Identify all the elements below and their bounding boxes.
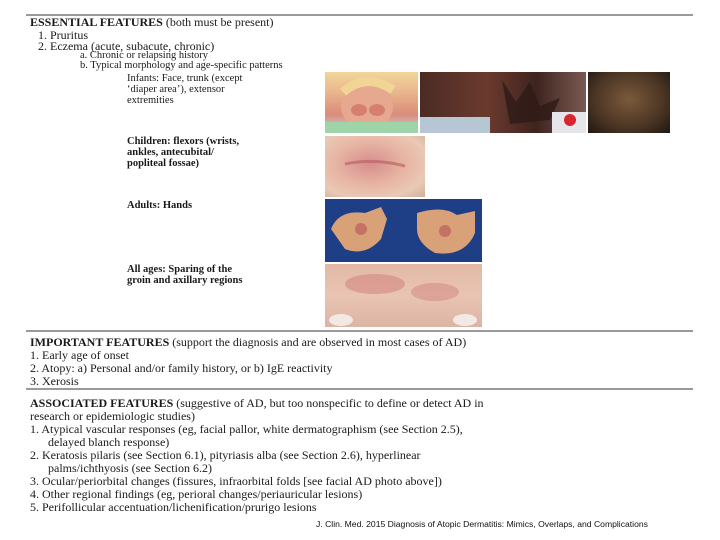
associated-heading <box>30 397 484 409</box>
associated-item-1b: delayed blanch response) <box>48 435 170 449</box>
allages-label-1: All ages: Sparing of the <box>127 264 232 275</box>
essential-item-pruritus: 1. Pruritus <box>38 28 89 42</box>
infant-face-photo <box>325 72 418 133</box>
infants-label-1: Infants: Face, trunk (except <box>127 73 243 84</box>
section-divider-2 <box>26 388 693 390</box>
important-item-3: 3. Xerosis <box>30 374 79 388</box>
essential-item-2b: b. Typical morphology and age-specific patterns <box>80 60 283 71</box>
associated-item-5: 5. Perifollicular accentuation/lichenification/prurigo lesions <box>30 500 317 514</box>
allages-label-2: groin and axillary regions <box>127 275 243 286</box>
associated-item-2b: palms/ichthyosis (see Section 6.2) <box>48 461 212 475</box>
essential-item-2a: a. Chronic or relapsing history <box>80 50 209 61</box>
adults-label: Adults: Hands <box>127 200 193 211</box>
associated-item-1: 1. Atypical vascular responses (eg, facial pallor, white dermatographism (see Section 2.5), <box>30 422 463 436</box>
source-caption: J. Clin. Med. 2015 Diagnosis of Atopic Dermatitis: Mimics, Overlaps, and Complications <box>316 519 648 529</box>
section-divider-1 <box>26 330 693 332</box>
associated-heading-line2: research or epidemiologic studies) <box>30 409 195 423</box>
associated-heading-rest: (suggestive of AD, but too nonspecific to define or detect AD in <box>173 396 484 410</box>
adult-hands-photo <box>325 199 482 262</box>
children-label-1: Children: flexors (wrists, <box>127 136 240 147</box>
infant-leg-photo <box>588 72 670 133</box>
associated-item-3: 3. Ocular/periorbital changes (fissures, infraorbital folds [see facial AD photo above]) <box>30 474 442 488</box>
essential-heading-rest: (both must be present) <box>162 15 274 29</box>
associated-item-2: 2. Keratosis pilaris (see Section 6.1), pityriasis alba (see Section 2.6), hyperlinear <box>30 448 421 462</box>
important-heading <box>30 336 466 348</box>
children-label-3: popliteal fossae) <box>127 158 200 169</box>
infants-label-2: ‘diaper area’), extensor <box>127 84 225 95</box>
important-heading-rest: (support the diagnosis and are observed in most cases of AD) <box>169 335 467 349</box>
important-item-1: 1. Early age of onset <box>30 348 129 362</box>
child-flexor-photo <box>325 136 425 197</box>
associated-item-4: 4. Other regional findings (eg, perioral changes/periauricular lesions) <box>30 487 363 501</box>
important-item-2: 2. Atopy: a) Personal and/or family history, or b) IgE reactivity <box>30 361 333 375</box>
essential-item-eczema: 2. Eczema (acute, subacute, chronic) <box>38 39 215 53</box>
associated-heading-bold: ASSOCIATED FEATURES <box>30 396 174 410</box>
important-heading-bold: IMPORTANT FEATURES <box>30 335 170 349</box>
essential-heading <box>30 16 273 28</box>
infants-label-3: extremities <box>127 95 174 106</box>
essential-heading-bold: ESSENTIAL FEATURES <box>30 15 163 29</box>
children-label-2: ankles, antecubital/ <box>127 147 214 158</box>
infant-hands-photo <box>420 72 586 133</box>
groin-sparing-photo <box>325 264 482 327</box>
